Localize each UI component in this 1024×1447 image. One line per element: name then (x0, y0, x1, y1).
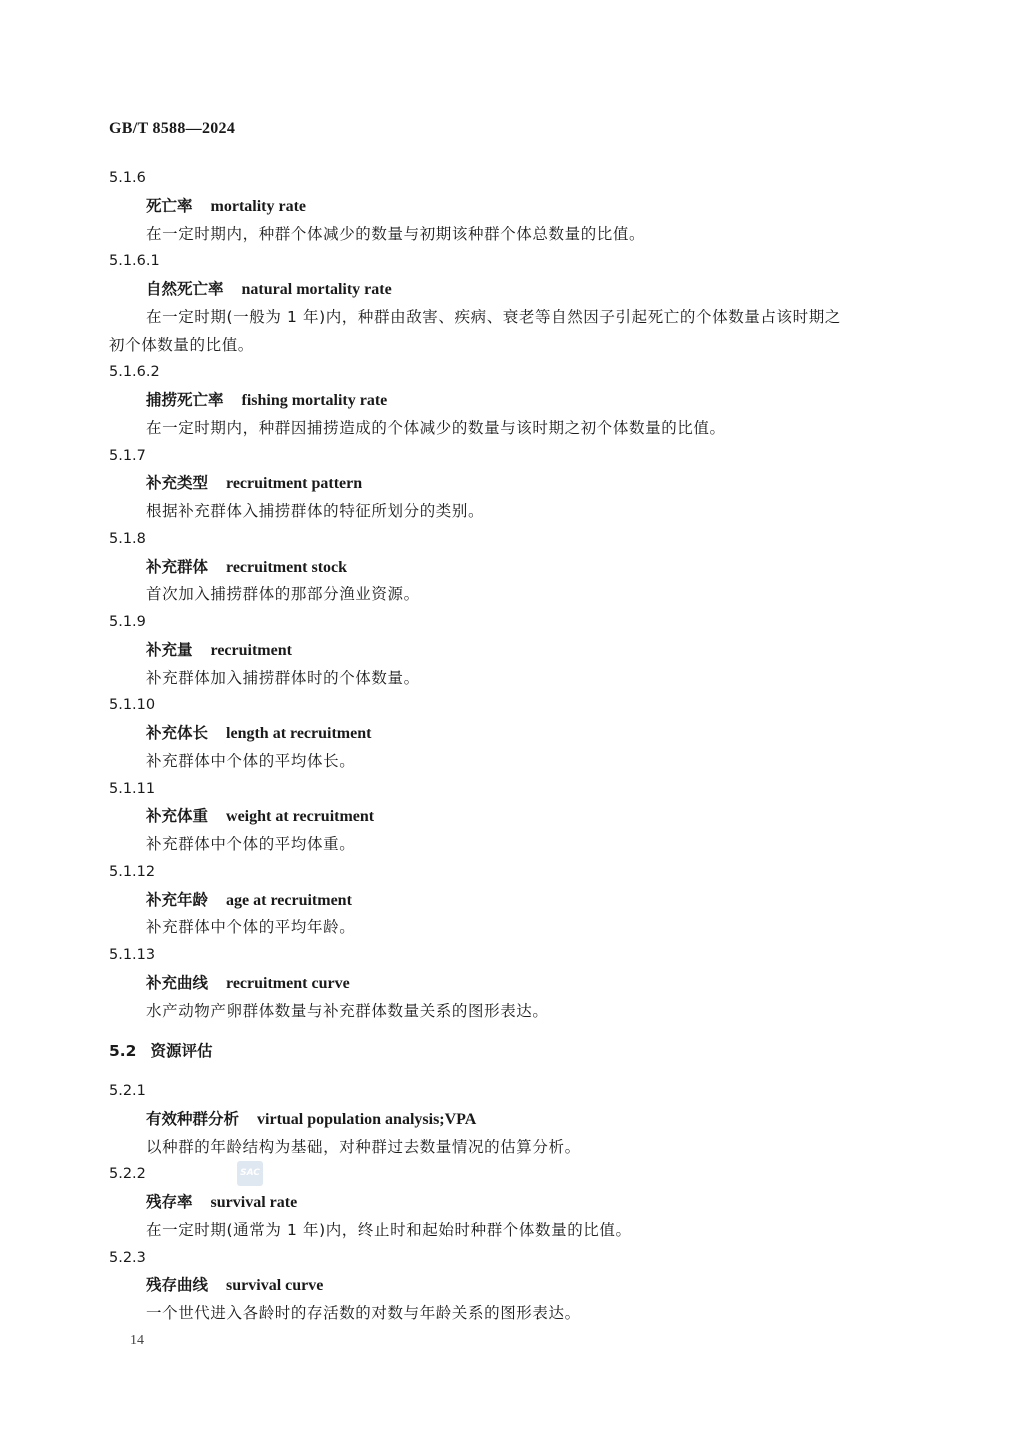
term-chinese: 补充量 (146, 640, 193, 659)
entry-term (109, 970, 909, 998)
entry-term (109, 193, 909, 221)
entry-definition: 初个体数量的比值。 (109, 335, 254, 354)
entry-term (109, 1189, 909, 1217)
term-chinese: 补充体重 (146, 807, 209, 826)
term-chinese: 补充体长 (146, 724, 209, 742)
entry-term (109, 720, 909, 748)
entry-definition: 一个世代进入各龄时的存活数的对数与年龄关系的图形表达。 (146, 1304, 581, 1322)
term-english: recruitment curve (226, 974, 350, 992)
term-chinese: 补充曲线 (146, 973, 209, 992)
entry-definition: 首次加入捕捞群体的那部分渔业资源。 (146, 585, 420, 604)
sac-watermark-logo: SAC (237, 1161, 263, 1186)
entry-term (109, 554, 909, 582)
term-chinese: 捕捞死亡率 (146, 391, 224, 409)
entry-number: 5.1.9 (109, 614, 146, 630)
section-title: 资源评估 (150, 1042, 213, 1061)
entry-number: 5.1.8 (109, 530, 146, 547)
entry-number: 5.1.6.2 (109, 364, 160, 381)
term-chinese: 残存率 (146, 1193, 193, 1211)
entry-number: 5.1.11 (109, 780, 156, 797)
entry-term (109, 637, 909, 665)
entry-definition: 在一定时期(一般为 1 年)内，种群由敌害、疾病、衰老等自然因子引起死亡的个体数量占该时期之 (146, 307, 841, 326)
section-heading (109, 1038, 909, 1066)
term-english: mortality rate (210, 197, 307, 215)
section-number: 5.2 (109, 1042, 137, 1061)
term-chinese: 补充类型 (146, 474, 209, 493)
term-chinese: 有效种群分析 (146, 1109, 240, 1128)
entry-number: 5.1.6.1 (109, 253, 160, 270)
entry-number: 5.2.1 (109, 1083, 146, 1099)
page-number: 14 (130, 1333, 144, 1348)
term-english: recruitment stock (226, 558, 348, 576)
entry-number: 5.1.7 (109, 447, 146, 464)
entry-number: 5.2.3 (109, 1249, 146, 1266)
term-chinese: 补充群体 (146, 557, 209, 576)
entry-term (109, 470, 909, 498)
term-chinese: 死亡率 (146, 196, 193, 215)
entry-number: 5.1.10 (109, 697, 156, 714)
entry-term (109, 1272, 909, 1300)
entry-term (109, 276, 909, 304)
entry-definition: 根据补充群体入捕捞群体的特征所划分的类别。 (146, 502, 485, 520)
term-chinese: 补充年龄 (146, 890, 209, 909)
entry-term (109, 803, 909, 831)
term-english: age at recruitment (226, 891, 352, 909)
entry-definition: 在一定时期内，种群个体减少的数量与初期该种群个体总数量的比值。 (146, 224, 646, 243)
entry-definition: 补充群体中个体的平均体长。 (146, 751, 356, 770)
term-english: weight at recruitment (226, 808, 375, 826)
term-english: survival rate (210, 1194, 298, 1211)
entry-definition: 在一定时期(通常为 1 年)内，终止时和起始时种群个体数量的比值。 (146, 1220, 632, 1239)
term-english: virtual population analysis;VPA (257, 1110, 477, 1128)
term-english: recruitment pattern (226, 475, 363, 493)
entry-term (109, 387, 909, 415)
entry-term (109, 1106, 909, 1134)
term-english: length at recruitment (226, 725, 372, 742)
entry-definition: 补充群体中个体的平均年龄。 (146, 918, 356, 937)
entry-number: 5.1.6 (109, 170, 146, 186)
entry-number: 5.1.12 (109, 863, 156, 880)
entry-definition: 以种群的年龄结构为基础，对种群过去数量情况的估算分析。 (146, 1137, 581, 1156)
terms-list (109, 165, 909, 1328)
term-chinese: 自然死亡率 (146, 280, 224, 298)
term-chinese: 残存曲线 (146, 1276, 209, 1295)
entry-definition: 在一定时期内，种群因捕捞造成的个体减少的数量与该时期之初个体数量的比值。 (146, 418, 726, 437)
entry-number: 5.2.2 (109, 1166, 146, 1183)
term-english: fishing mortality rate (241, 392, 388, 409)
standard-code-header: GB/T 8588—2024 (109, 120, 236, 137)
entry-number: 5.1.13 (109, 947, 156, 963)
term-english: recruitment (210, 641, 292, 659)
entry-definition: 补充群体中个体的平均体重。 (146, 835, 356, 853)
term-english: natural mortality rate (241, 281, 392, 298)
term-english: survival curve (226, 1277, 324, 1295)
entry-term (109, 887, 909, 915)
entry-definition: 水产动物产卵群体数量与补充群体数量关系的图形表达。 (146, 1001, 549, 1020)
entry-definition: 补充群体加入捕捞群体时的个体数量。 (146, 668, 420, 687)
